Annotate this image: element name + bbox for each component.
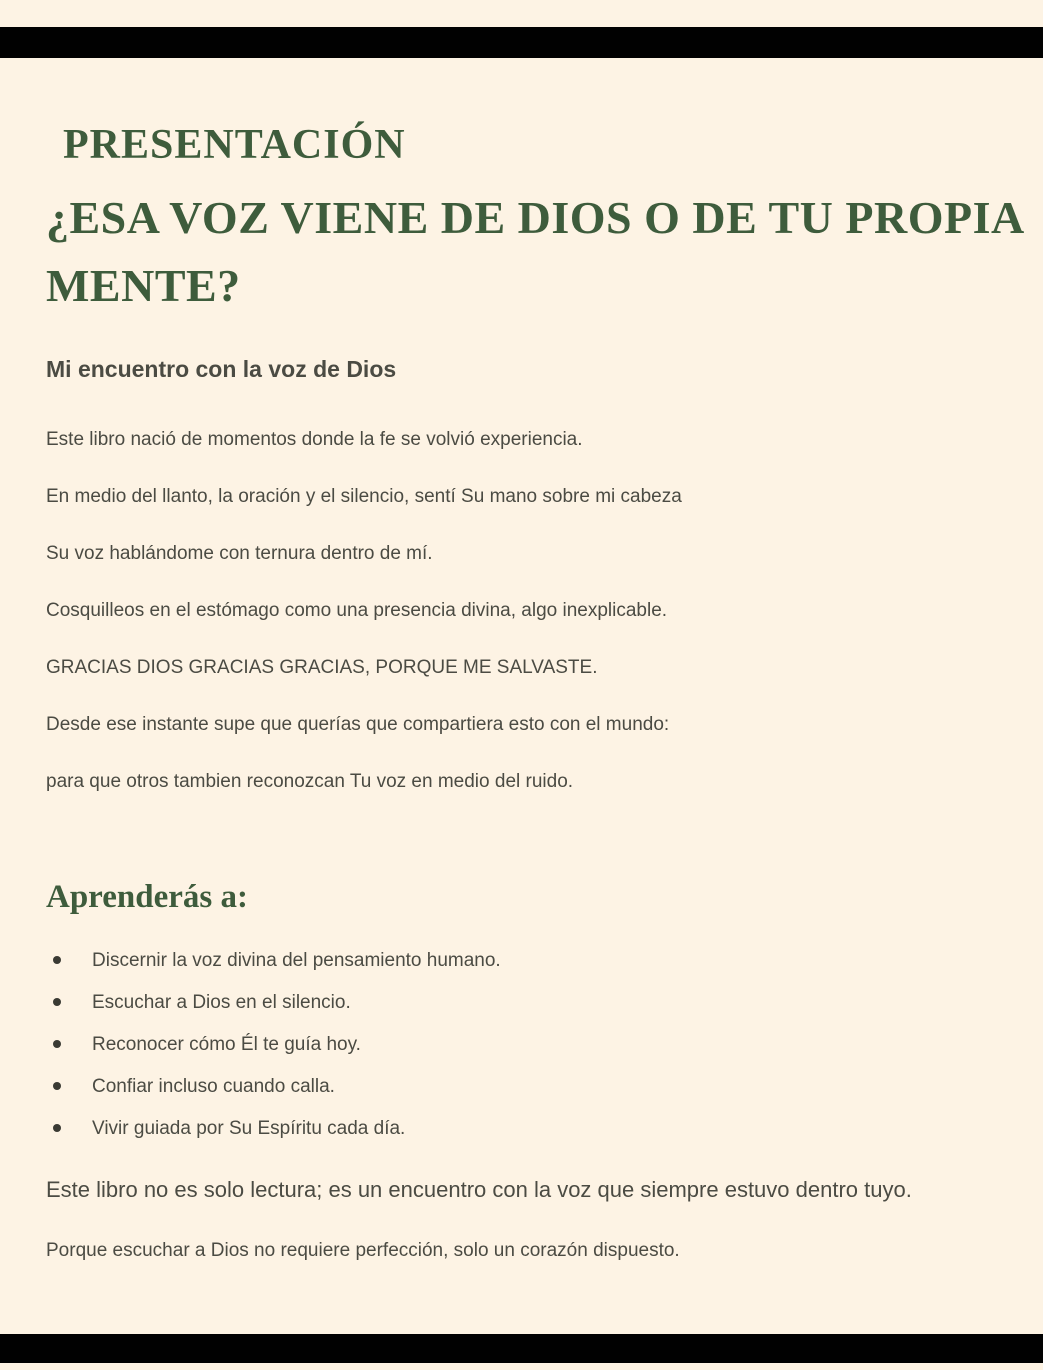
page-title-line1: ¿ESA VOZ VIENE DE DIOS O DE TU PROPIA (46, 192, 1025, 244)
section-subtitle: Mi encuentro con la voz de Dios (46, 356, 397, 383)
top-margin-strip (0, 0, 1043, 27)
bullet-dot-icon (53, 1040, 61, 1048)
list-item-text: Discernir la voz divina del pensamiento humano. (92, 949, 501, 971)
learn-section-heading: Aprenderás a: (46, 879, 248, 916)
intro-paragraph: GRACIAS DIOS GRACIAS GRACIAS, PORQUE ME SALVASTE. (46, 657, 598, 679)
list-item-text: Escuchar a Dios en el silencio. (92, 991, 351, 1013)
intro-paragraph: para que otros tambien reconozcan Tu voz en medio del ruido. (46, 771, 574, 793)
list-item (46, 1032, 1017, 1057)
page-title (46, 184, 1025, 320)
bullet-dot-icon (53, 1124, 61, 1132)
list-item (46, 1116, 1017, 1141)
page-title-line2: MENTE? (46, 260, 241, 312)
intro-paragraph: Este libro nació de momentos donde la fe se volvió experiencia. (46, 429, 583, 451)
page-content (0, 122, 1043, 1263)
list-item-text: Confiar incluso cuando calla. (92, 1075, 335, 1097)
list-item-text: Reconocer cómo Él te guía hoy. (92, 1033, 361, 1055)
list-item (46, 948, 1017, 973)
top-black-bar (0, 27, 1043, 58)
intro-paragraph: Su voz hablándome con ternura dentro de mí. (46, 543, 433, 565)
bullet-list (46, 948, 1017, 1141)
closing-lead: Este libro no es solo lectura; es un encuentro con la voz que siempre estuvo dentro tuyo. (46, 1176, 912, 1202)
bullet-dot-icon (53, 998, 61, 1006)
bullet-dot-icon (53, 956, 61, 964)
intro-paragraph: Desde ese instante supe que querías que compartiera esto con el mundo: (46, 714, 670, 736)
list-item (46, 1074, 1017, 1099)
bullet-dot-icon (53, 1082, 61, 1090)
closing-note: Porque escuchar a Dios no requiere perfección, solo un corazón dispuesto. (46, 1239, 680, 1261)
page-kicker: PRESENTACIÓN (63, 122, 406, 168)
bottom-black-bar (0, 1334, 1043, 1363)
intro-paragraph: En medio del llanto, la oración y el silencio, sentí Su mano sobre mi cabeza (46, 486, 682, 508)
list-item (46, 990, 1017, 1015)
list-item-text: Vivir guiada por Su Espíritu cada día. (92, 1117, 406, 1139)
intro-paragraph: Cosquilleos en el estómago como una presencia divina, algo inexplicable. (46, 600, 668, 622)
